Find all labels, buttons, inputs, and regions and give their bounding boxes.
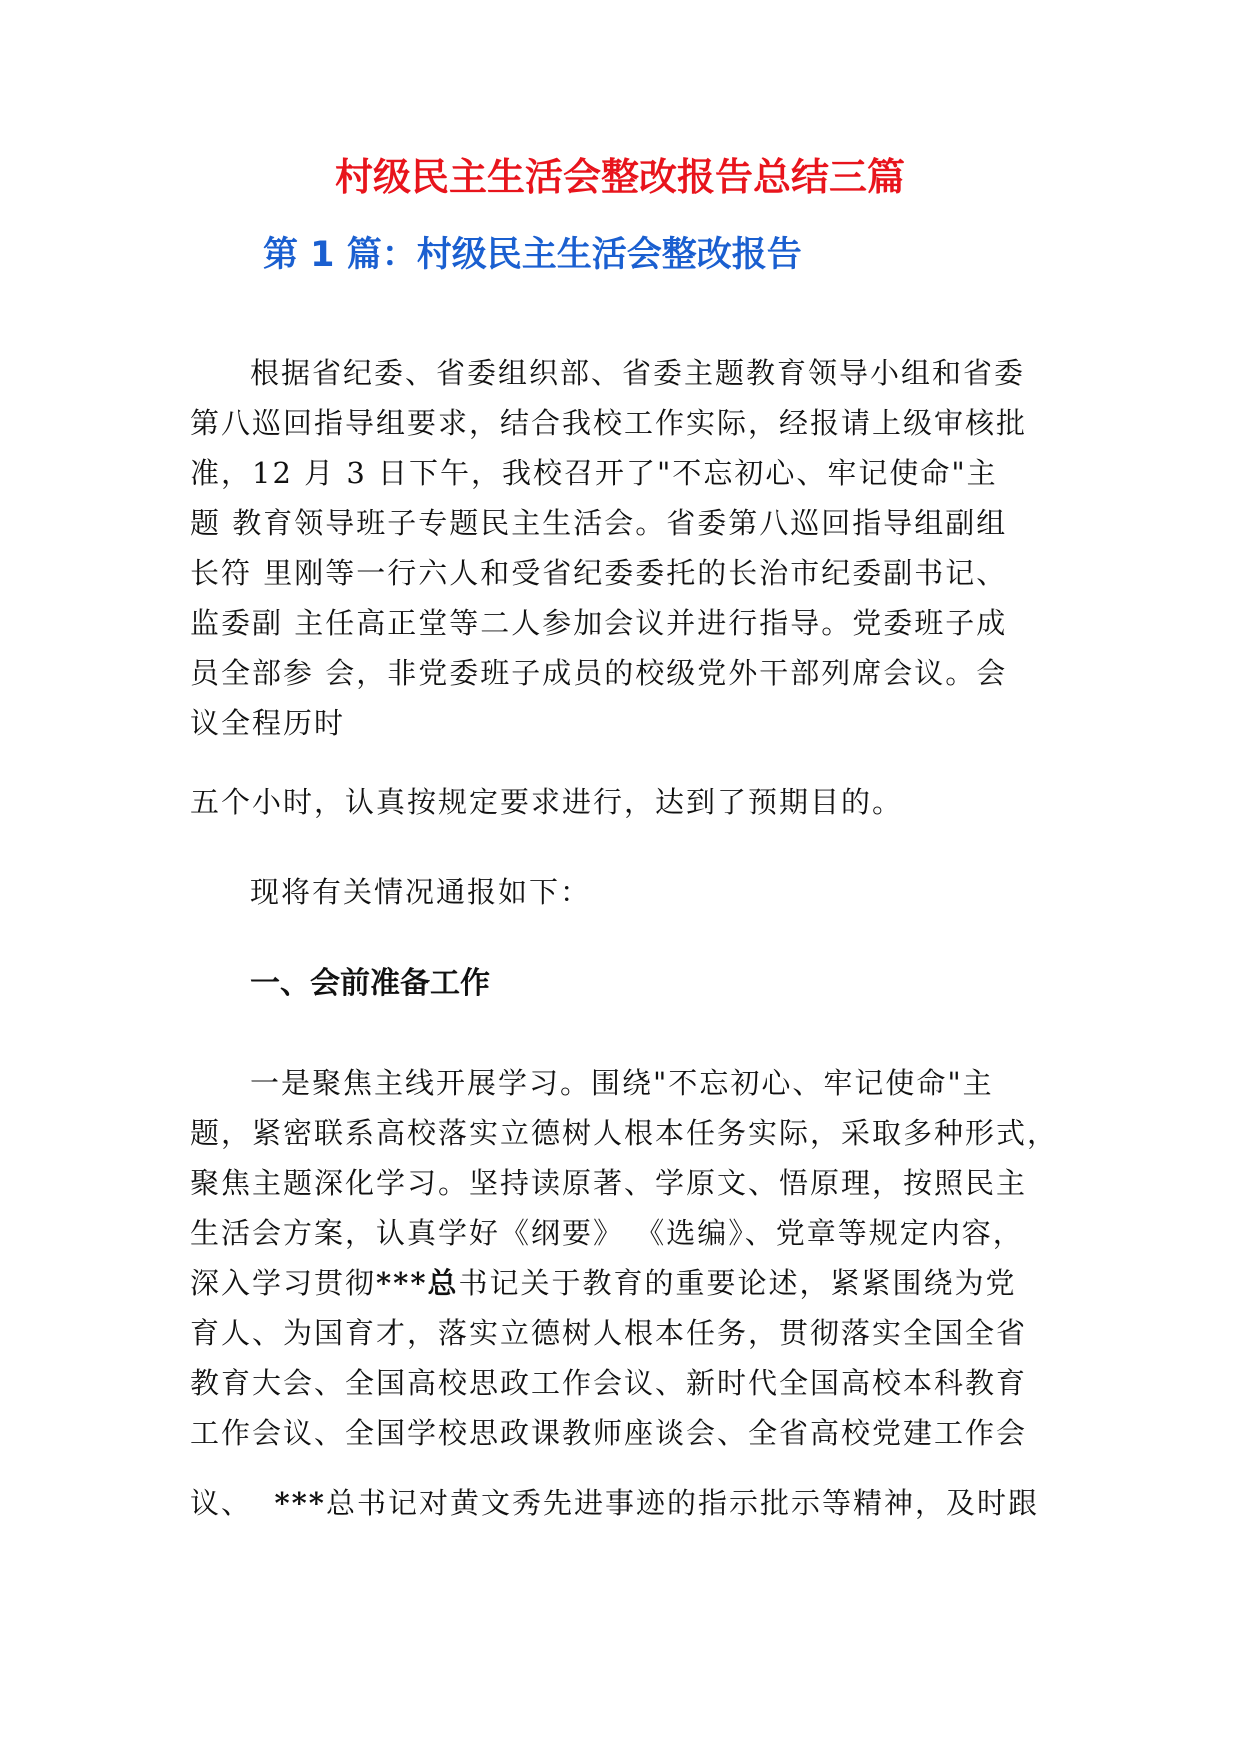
document-title: 村级民主生活会整改报告总结三篇 [334,155,905,199]
paragraph-line: 一是聚焦主线开展学习。围绕"不忘初心、牢记使命"主 [250,1066,994,1100]
paragraph-line [190,1483,1039,1523]
paragraph-line: 第八巡回指导组要求，结合我校工作实际，经报请上级审核批 [190,406,1028,440]
paragraph-line: 题 教育领导班子专题民主生活会。省委第八巡回指导组副组 [190,506,1008,540]
bold-text-segment: *** [274,1486,326,1520]
paragraph-line: 监委副 主任高正堂等二人参加会议并进行指导。党委班子成 [190,606,1008,640]
section-subtitle: 第 1 篇：村级民主生活会整改报告 [263,235,802,275]
paragraph-line: 题，紧密联系高校落实立德树人根本任务实际，采取多种形式， [190,1116,1059,1150]
text-segment: 总书记对黄文秀先进事迹的指示批示等精神，及时跟 [325,1486,1039,1520]
paragraph-line: 教育大会、全国高校思政工作会议、新时代全国高校本科教育 [190,1366,1028,1400]
paragraph-line: 准，12 月 3 日下午，我校召开了"不忘初心、牢记使命"主 [190,456,998,490]
paragraph-line: 生活会方案，认真学好《纲要》 《选编》、党章等规定内容， [190,1216,1024,1250]
paragraph-line: 根据省纪委、省委组织部、省委主题教育领导小组和省委 [250,356,1026,390]
text-segment: 深入学习贯彻 [190,1266,377,1300]
paragraph-line: 现将有关情况通报如下： [250,875,592,909]
bold-text-segment: ***总 [376,1266,459,1300]
section-heading: 一、会前准备工作 [250,966,490,1001]
text-segment: 书记关于教育的重要论述，紧紧围绕为党 [458,1266,1017,1300]
paragraph-line [190,1263,1017,1303]
paragraph-line: 长符 里刚等一行六人和受省纪委委托的长治市纪委副书记、 [190,556,1008,590]
text-segment: 议、 [190,1486,275,1520]
paragraph-line: 五个小时，认真按规定要求进行，达到了预期目的。 [190,785,904,819]
paragraph-line: 育人、为国育才，落实立德树人根本任务，贯彻落实全国全省 [190,1316,1028,1350]
paragraph-line: 员全部参 会，非党委班子成员的校级党外干部列席会议。会 [190,656,1008,690]
paragraph-line: 议全程历时 [190,706,346,740]
paragraph-line: 聚焦主题深化学习。坚持读原著、学原文、悟原理，按照民主 [190,1166,1028,1200]
paragraph-line: 工作会议、全国学校思政课教师座谈会、全省高校党建工作会 [190,1416,1028,1450]
